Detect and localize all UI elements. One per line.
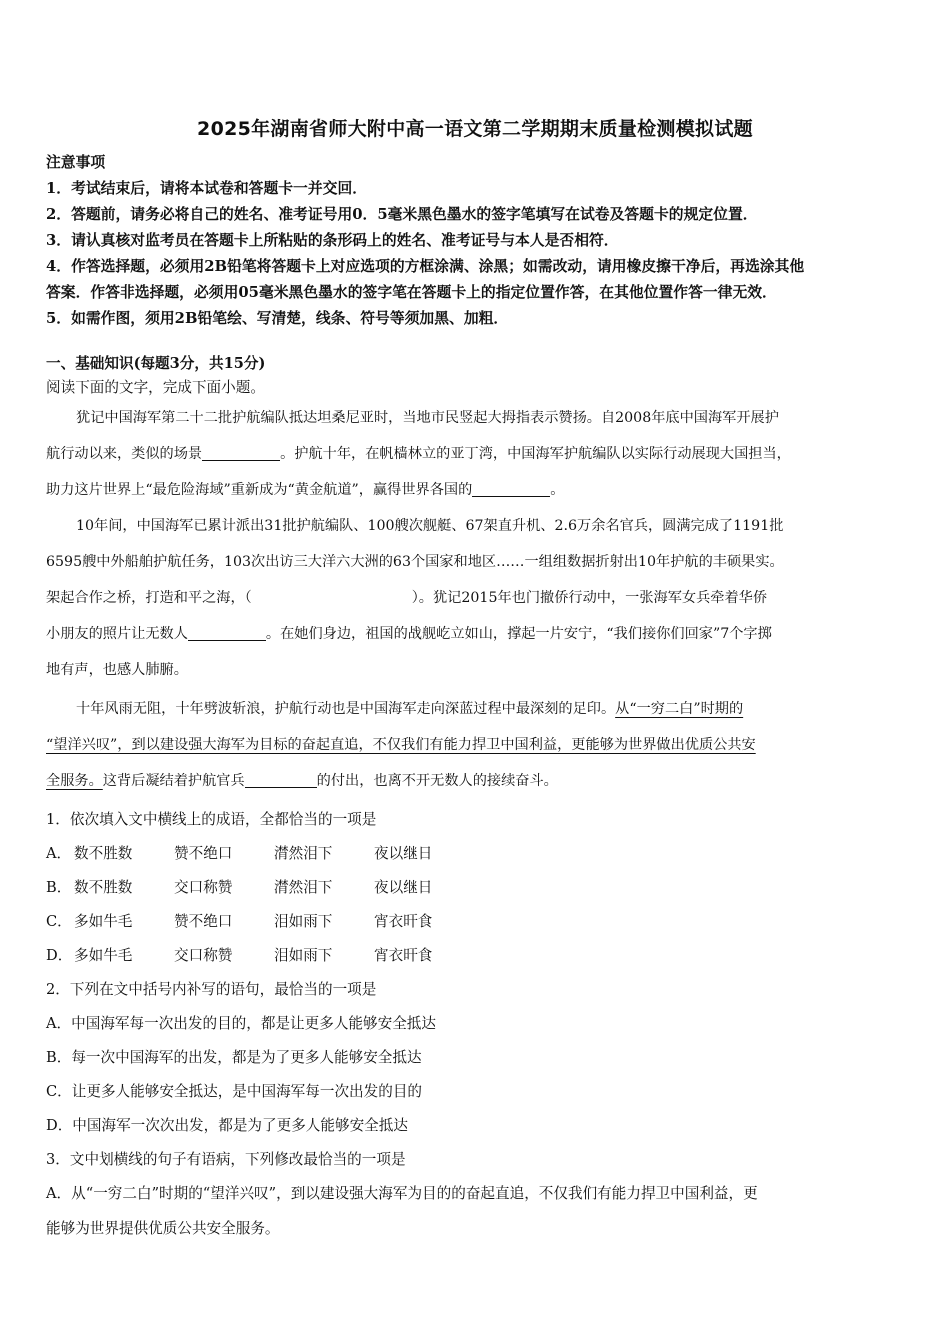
page-title: 2025年湖南省师大附中高一语文第二学期期末质量检测模拟试题	[197, 118, 753, 140]
underlined-sentence: 从“一穷二白”时期的	[615, 701, 744, 717]
option-word: 多如牛毛	[74, 947, 133, 964]
question-2-option-d[interactable]: D．中国海军一次次出发，都是为了更多人能够安全抵达	[46, 1117, 408, 1134]
fill-blank-2[interactable]	[472, 480, 550, 497]
option-letter: A．	[46, 845, 72, 862]
question-2-option-b[interactable]: B．每一次中国海军的出发，都是为了更多人能够安全抵达	[46, 1049, 422, 1066]
section-instruction: 阅读下面的文字，完成下面小题。	[46, 379, 265, 396]
fill-blank-3[interactable]	[188, 624, 266, 641]
passage-text: 航行动以来，类似的场景	[46, 446, 203, 462]
option-word: 夜以继日	[374, 845, 433, 862]
option-word: 赞不绝口	[174, 913, 233, 930]
question-3-option-a[interactable]: A．从“一穷二白”时期的“望洋兴叹”，到以建设强大海军为目的的奋起直追，不仅我们有能力捍卫中国利益，更	[46, 1185, 758, 1202]
notice-item: 1．考试结束后，请将本试卷和答题卡一并交回．	[46, 180, 368, 197]
question-1-option-c[interactable]	[46, 910, 474, 931]
passage-text: 。在她们身边，祖国的战舰屹立如山，撑起一片安宁，“我们接你们回家”7个字掷	[265, 626, 772, 642]
passage-line	[46, 586, 904, 622]
option-word: 夜以继日	[374, 879, 433, 896]
passage-line	[46, 733, 904, 769]
notice-item: 3．请认真核对监考员在答题卡上所粘贴的条形码上的姓名、准考证号与本人是否相符．	[46, 232, 619, 249]
passage-paragraph-2	[46, 514, 904, 694]
option-letter: D．	[46, 947, 73, 964]
passage-line: 10年间，中国海军已累计派出31批护航编队、100艘次舰艇、67架直升机、2.6万余名官兵，圆满完成了1191批	[76, 518, 784, 534]
passage-line: 6595艘中外船舶护航任务，103次出访三大洋六大洲的63个国家和地区……一组组数据折射出10年护航的丰硕果实。	[46, 554, 784, 570]
passage-text: 架起合作之桥，打造和平之海，（	[46, 590, 252, 606]
passage-text: 这背后凝结着护航官兵	[102, 773, 245, 789]
section-heading: 一、基础知识(每题3分，共15分)	[46, 355, 266, 372]
option-word: 交口称赞	[174, 879, 233, 896]
passage-line	[46, 478, 904, 514]
question-1-option-b[interactable]	[46, 876, 474, 897]
passage-text: 助力这片世界上“最危险海域”重新成为“黄金航道”，赢得世界各国的	[46, 482, 473, 498]
notice-item: 2．答题前，请务必将自己的姓名、准考证号用0．5毫米黑色墨水的签字笔填写在试卷及答题卡的规定位置．	[46, 206, 758, 223]
passage-line	[46, 769, 904, 805]
option-word: 交口称赞	[174, 947, 233, 964]
question-3-stem: 3．文中划横线的句子有语病，下列修改最恰当的一项是	[46, 1151, 406, 1168]
option-word: 数不胜数	[74, 845, 133, 862]
passage-line: 地有声，也感人肺腑。	[46, 662, 188, 678]
passage-paragraph-3	[46, 697, 904, 805]
option-word: 宵衣旰食	[374, 913, 433, 930]
passage-text: ）。犹记2015年也门撤侨行动中，一张海军女兵牵着华侨	[411, 590, 768, 606]
option-word: 宵衣旰食	[374, 947, 433, 964]
passage-line	[46, 622, 904, 658]
question-2-stem: 2．下列在文中括号内补写的语句，最恰当的一项是	[46, 981, 377, 998]
passage-line: 犹记中国海军第二十二批护航编队抵达坦桑尼亚时，当地市民竖起大拇指表示赞扬。自2008年底中国海军开展护	[76, 410, 779, 426]
passage-text: 。护航十年，在帆樯林立的亚丁湾，中国海军护航编队以实际行动展现大国担当，	[280, 446, 791, 462]
notice-item: 答案．作答非选择题，必须用05毫米黑色墨水的签字笔在答题卡上的指定位置作答，在其他位置作答一律无效．	[46, 284, 777, 301]
passage-line	[46, 697, 904, 733]
fill-blank-4[interactable]	[245, 771, 317, 788]
option-word: 赞不绝口	[174, 845, 233, 862]
option-word: 数不胜数	[74, 879, 133, 896]
question-2-option-c[interactable]: C．让更多人能够安全抵达，是中国海军每一次出发的目的	[46, 1083, 423, 1100]
notice-item: 5．如需作图，须用2B铅笔绘、写清楚，线条、符号等须加黑、加粗．	[46, 310, 509, 327]
passage-text: 。	[550, 482, 565, 498]
passage-text: 小朋友的照片让无数人	[46, 626, 188, 642]
notice-heading: 注意事项	[46, 154, 106, 171]
notice-item: 4．作答选择题，必须用2B铅笔将答题卡上对应选项的方框涂满、涂黑；如需改动，请用橡皮擦干净后，再选涂其他	[46, 258, 805, 275]
underlined-sentence: 全服务。	[46, 773, 103, 789]
question-1-stem: 1．依次填入文中横线上的成语，全都恰当的一项是	[46, 811, 377, 828]
fill-blank-1[interactable]	[202, 444, 280, 461]
option-letter: C．	[46, 913, 72, 930]
passage-text: 十年风雨无阻，十年劈波斩浪，护航行动也是中国海军走向深蓝过程中最深刻的足印。	[76, 701, 616, 717]
passage-line	[46, 442, 904, 478]
option-word: 泪如雨下	[274, 947, 333, 964]
question-3-option-a-continued[interactable]: 能够为世界提供优质公共安全服务。	[46, 1220, 280, 1237]
option-word: 泪如雨下	[274, 913, 333, 930]
passage-paragraph-1	[46, 406, 904, 514]
question-1-option-a[interactable]	[46, 842, 474, 863]
option-word: 潸然泪下	[274, 879, 333, 896]
option-letter: B．	[46, 879, 72, 896]
question-1-option-d[interactable]	[46, 944, 474, 965]
question-2-option-a[interactable]: A．中国海军每一次出发的目的，都是让更多人能够安全抵达	[46, 1015, 436, 1032]
underlined-sentence: “望洋兴叹”，到以建设强大海军为目标的奋起直追，不仅我们有能力捍卫中国利益，更能够为世界做出优质公共安	[46, 737, 756, 753]
passage-text: 的付出，也离不开无数人的接续奋斗。	[316, 773, 558, 789]
option-word: 潸然泪下	[274, 845, 333, 862]
option-word: 多如牛毛	[74, 913, 133, 930]
